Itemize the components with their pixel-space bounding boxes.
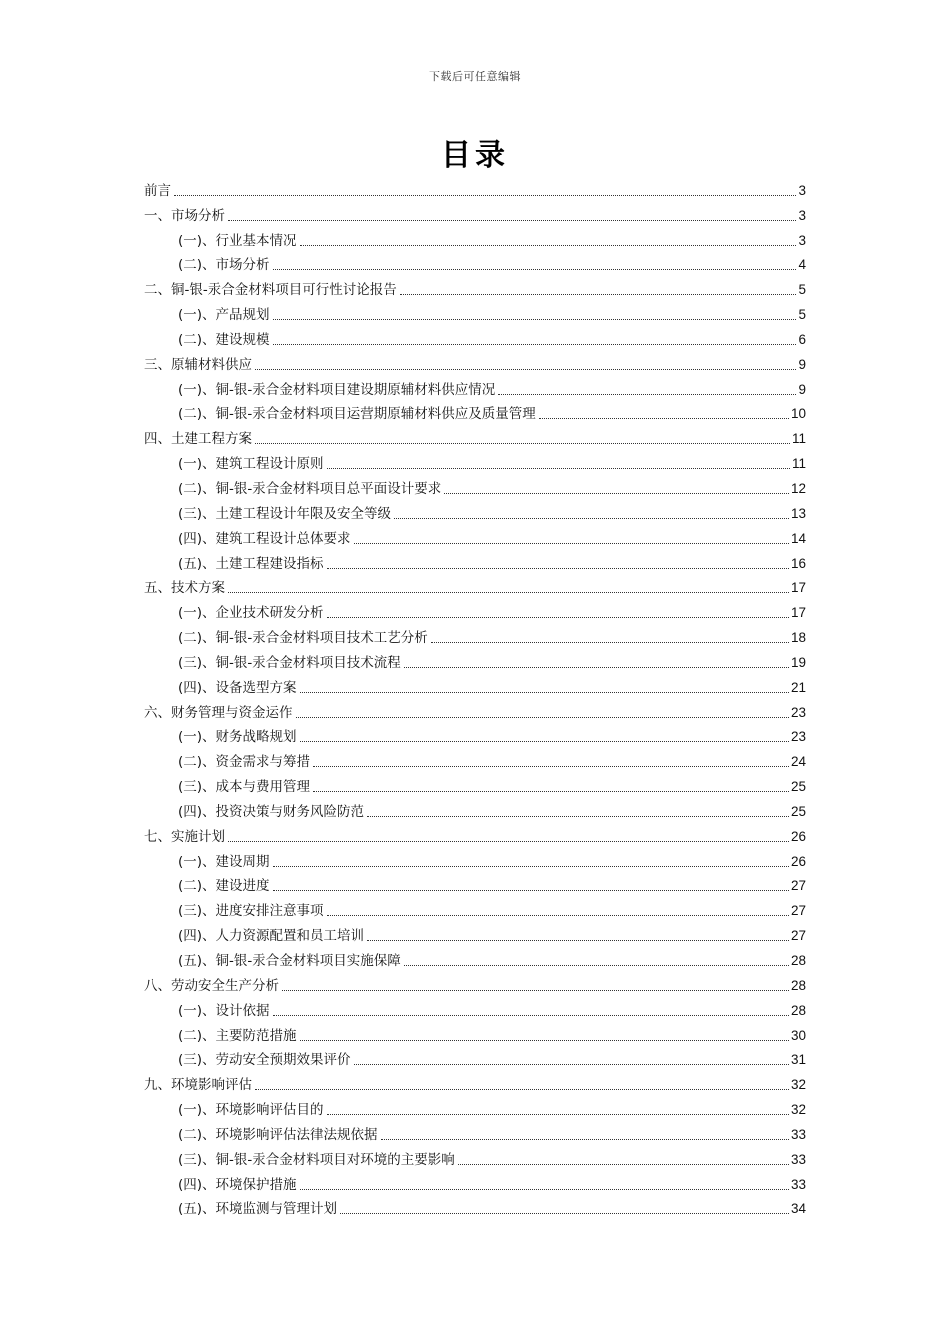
- toc-entry-label: (四)、建筑工程设计总体要求: [178, 530, 351, 547]
- toc-dot-leader: [400, 294, 797, 295]
- toc-entry[interactable]: [144, 1194, 806, 1219]
- toc-entry-page-number: 33: [790, 1126, 806, 1142]
- toc-entry-page-number: 18: [790, 630, 806, 646]
- toc-entry[interactable]: [144, 274, 806, 299]
- toc-entry-label: (四)、投资决策与财务风险防范: [178, 803, 365, 820]
- toc-entry-page-number: 26: [790, 828, 806, 844]
- toc-entry-label: (二)、资金需求与筹措: [178, 754, 311, 771]
- toc-entry-label: (一)、产品规划: [178, 307, 270, 324]
- toc-entry-label: (五)、环境监测与管理计划: [178, 1201, 338, 1218]
- toc-entry-page-number: 4: [798, 257, 806, 273]
- toc-entry-label: (一)、建设周期: [178, 853, 270, 870]
- toc-entry-page-number: 23: [790, 704, 806, 720]
- toc-entry-page-number: 27: [790, 928, 806, 944]
- toc-entry-page-number: 25: [790, 803, 806, 819]
- toc-dot-leader: [273, 1015, 789, 1016]
- toc-entry-label: (二)、建设规模: [178, 331, 270, 348]
- toc-dot-leader: [300, 1040, 789, 1041]
- toc-entry-label: (二)、铜-银-汞合金材料项目运营期原辅材料供应及质量管理: [178, 406, 536, 423]
- toc-entry-label: 五、技术方案: [144, 580, 225, 597]
- toc-dot-leader: [273, 319, 797, 320]
- toc-entry[interactable]: [144, 746, 806, 771]
- toc-entry-label: (二)、建设进度: [178, 878, 270, 895]
- toc-entry[interactable]: [144, 498, 806, 523]
- toc-entry[interactable]: [144, 722, 806, 747]
- toc-entry-page-number: 17: [790, 605, 806, 621]
- toc-dot-leader: [367, 940, 789, 941]
- toc-entry-label: (一)、行业基本情况: [178, 232, 297, 249]
- toc-entry[interactable]: [144, 1094, 806, 1119]
- toc-entry-label: (一)、设计依据: [178, 1002, 270, 1019]
- toc-entry-label: (三)、劳动安全预期效果评价: [178, 1052, 351, 1069]
- toc-entry-page-number: 3: [798, 232, 806, 248]
- toc-dot-leader: [381, 1139, 789, 1140]
- toc-entry-page-number: 9: [798, 356, 806, 372]
- toc-dot-leader: [404, 667, 789, 668]
- toc-entry-label: (五)、铜-银-汞合金材料项目实施保障: [178, 953, 401, 969]
- toc-entry-label: (二)、铜-银-汞合金材料项目技术工艺分析: [178, 630, 428, 647]
- toc-entry-label: (四)、人力资源配置和员工培训: [178, 928, 365, 945]
- toc-entry-label: (三)、进度安排注意事项: [178, 903, 324, 920]
- table-of-contents: [144, 175, 806, 1218]
- toc-entry[interactable]: [144, 1045, 806, 1070]
- toc-dot-leader: [313, 791, 789, 792]
- toc-entry[interactable]: [144, 175, 806, 200]
- toc-entry[interactable]: [144, 846, 806, 871]
- toc-entry-page-number: 25: [790, 779, 806, 795]
- toc-entry-page-number: 28: [790, 953, 806, 968]
- toc-entry-page-number: 24: [790, 754, 806, 770]
- toc-entry[interactable]: [144, 771, 806, 796]
- toc-dot-leader: [228, 841, 789, 842]
- toc-dot-leader: [444, 493, 789, 494]
- toc-entry[interactable]: [144, 349, 806, 374]
- toc-dot-leader: [431, 642, 789, 643]
- toc-dot-leader: [404, 965, 789, 966]
- toc-dot-leader: [255, 443, 790, 444]
- header-note: 下载后可任意编辑: [429, 70, 521, 83]
- toc-entry-label: (三)、成本与费用管理: [178, 779, 311, 796]
- toc-entry-page-number: 34: [790, 1201, 806, 1217]
- toc-entry[interactable]: [144, 672, 806, 697]
- toc-dot-leader: [327, 568, 789, 569]
- toc-entry[interactable]: [144, 597, 806, 622]
- toc-dot-leader: [273, 344, 797, 345]
- toc-dot-leader: [300, 1189, 789, 1190]
- toc-entry-page-number: 12: [790, 480, 806, 496]
- toc-dot-leader: [394, 518, 789, 519]
- toc-dot-leader: [273, 269, 797, 270]
- toc-entry-label: 前言: [144, 182, 171, 199]
- toc-dot-leader: [539, 418, 789, 419]
- toc-entry-page-number: 28: [790, 1002, 806, 1018]
- toc-entry-label: (三)、铜-银-汞合金材料项目技术流程: [178, 654, 401, 671]
- toc-entry[interactable]: [144, 448, 806, 473]
- toc-entry-page-number: 30: [790, 1027, 806, 1043]
- toc-entry[interactable]: [144, 200, 806, 225]
- toc-entry[interactable]: [144, 995, 806, 1020]
- toc-dot-leader: [300, 692, 789, 693]
- page-title: 目录: [441, 138, 509, 173]
- toc-entry-page-number: 9: [798, 381, 806, 397]
- toc-entry[interactable]: [144, 920, 806, 945]
- toc-entry-label: (一)、企业技术研发分析: [178, 605, 324, 622]
- toc-dot-leader: [498, 394, 796, 395]
- toc-entry-label: (二)、市场分析: [178, 257, 270, 274]
- toc-entry[interactable]: [144, 399, 806, 424]
- toc-entry[interactable]: [144, 299, 806, 324]
- toc-entry-page-number: 26: [790, 853, 806, 869]
- toc-dot-leader: [327, 1114, 789, 1115]
- toc-dot-leader: [354, 543, 789, 544]
- toc-entry-label: 六、财务管理与资金运作: [144, 704, 293, 721]
- toc-dot-leader: [327, 915, 789, 916]
- toc-entry[interactable]: [144, 423, 806, 448]
- toc-entry[interactable]: [144, 225, 806, 250]
- toc-entry-page-number: 11: [791, 456, 806, 472]
- toc-entry[interactable]: [144, 1020, 806, 1045]
- toc-entry-page-number: 33: [790, 1151, 806, 1167]
- toc-entry-page-number: 16: [790, 555, 806, 571]
- toc-entry-label: 四、土建工程方案: [144, 431, 252, 448]
- toc-entry-label: (二)、环境影响评估法律法规依据: [178, 1126, 378, 1143]
- toc-entry[interactable]: [144, 324, 806, 349]
- toc-entry[interactable]: [144, 697, 806, 722]
- toc-entry-label: (二)、铜-银-汞合金材料项目总平面设计要求: [178, 480, 442, 497]
- toc-entry-label: (四)、环境保护措施: [178, 1176, 297, 1193]
- toc-entry[interactable]: [144, 647, 806, 672]
- toc-dot-leader: [273, 866, 789, 867]
- toc-entry[interactable]: [144, 871, 806, 896]
- toc-entry-label: (四)、设备选型方案: [178, 679, 297, 696]
- toc-dot-leader: [354, 1064, 789, 1065]
- toc-entry-page-number: 6: [798, 331, 806, 347]
- toc-entry[interactable]: [144, 548, 806, 573]
- toc-entry-page-number: 13: [790, 505, 806, 521]
- toc-entry-label: 一、市场分析: [144, 207, 225, 224]
- toc-dot-leader: [255, 369, 796, 370]
- toc-entry-page-number: 28: [790, 977, 806, 993]
- toc-entry-label: (二)、主要防范措施: [178, 1027, 297, 1044]
- toc-entry-label: 九、环境影响评估: [144, 1077, 252, 1094]
- toc-entry-label: 三、原辅材料供应: [144, 356, 252, 373]
- toc-entry-label: (一)、财务战略规划: [178, 729, 297, 746]
- toc-entry-page-number: 5: [798, 282, 806, 298]
- toc-entry-label: (五)、土建工程建设指标: [178, 555, 324, 572]
- toc-entry[interactable]: [144, 573, 806, 598]
- toc-entry-page-number: 10: [790, 406, 806, 422]
- toc-entry-page-number: 32: [790, 1102, 806, 1118]
- toc-entry-page-number: 31: [790, 1052, 806, 1068]
- toc-entry-page-number: 19: [790, 654, 806, 670]
- toc-dot-leader: [296, 717, 789, 718]
- toc-entry[interactable]: [144, 895, 806, 920]
- toc-entry[interactable]: [144, 473, 806, 498]
- toc-dot-leader: [327, 468, 790, 469]
- toc-entry[interactable]: [144, 374, 806, 399]
- toc-entry[interactable]: [144, 796, 806, 821]
- toc-entry-page-number: 27: [790, 878, 806, 894]
- toc-dot-leader: [228, 592, 789, 593]
- toc-dot-leader: [313, 766, 789, 767]
- toc-dot-leader: [255, 1089, 789, 1090]
- toc-dot-leader: [458, 1164, 789, 1165]
- toc-entry-page-number: 32: [790, 1077, 806, 1093]
- toc-entry-label: (三)、土建工程设计年限及安全等级: [178, 505, 392, 522]
- toc-entry-page-number: 21: [790, 679, 806, 695]
- toc-entry-page-number: 17: [790, 580, 806, 596]
- toc-entry[interactable]: [144, 250, 806, 275]
- toc-entry-page-number: 3: [798, 207, 806, 223]
- toc-dot-leader: [340, 1213, 789, 1214]
- toc-entry-label: (一)、建筑工程设计原则: [178, 456, 324, 473]
- toc-dot-leader: [282, 990, 789, 991]
- toc-dot-leader: [367, 816, 789, 817]
- toc-entry[interactable]: [144, 1169, 806, 1194]
- toc-dot-leader: [327, 617, 789, 618]
- toc-entry-label: (一)、环境影响评估目的: [178, 1102, 324, 1119]
- toc-entry[interactable]: [144, 945, 806, 970]
- toc-entry-label: (一)、铜-银-汞合金材料项目建设期原辅材料供应情况: [178, 381, 496, 398]
- toc-entry-page-number: 33: [790, 1176, 806, 1192]
- toc-dot-leader: [300, 741, 789, 742]
- toc-entry-page-number: 23: [790, 729, 806, 745]
- toc-dot-leader: [228, 220, 796, 221]
- toc-entry[interactable]: [144, 1119, 806, 1144]
- toc-entry-label: 七、实施计划: [144, 828, 225, 845]
- toc-entry-label: (三)、铜-银-汞合金材料项目对环境的主要影响: [178, 1151, 455, 1168]
- toc-entry[interactable]: [144, 1144, 806, 1169]
- toc-entry[interactable]: [144, 821, 806, 846]
- toc-entry[interactable]: [144, 523, 806, 548]
- toc-entry-page-number: 14: [790, 530, 806, 546]
- toc-entry-page-number: 11: [791, 431, 806, 447]
- toc-entry-label: 二、铜-银-汞合金材料项目可行性讨论报告: [144, 282, 397, 299]
- toc-entry-page-number: 27: [790, 903, 806, 919]
- toc-entry[interactable]: [144, 622, 806, 647]
- toc-entry-page-number: 5: [798, 307, 806, 323]
- toc-dot-leader: [273, 890, 789, 891]
- toc-entry[interactable]: [144, 1069, 806, 1094]
- toc-entry-page-number: 3: [798, 182, 806, 198]
- toc-dot-leader: [300, 245, 797, 246]
- toc-dot-leader: [174, 195, 796, 196]
- toc-entry[interactable]: [144, 970, 806, 995]
- toc-entry-label: 八、劳动安全生产分析: [144, 977, 279, 994]
